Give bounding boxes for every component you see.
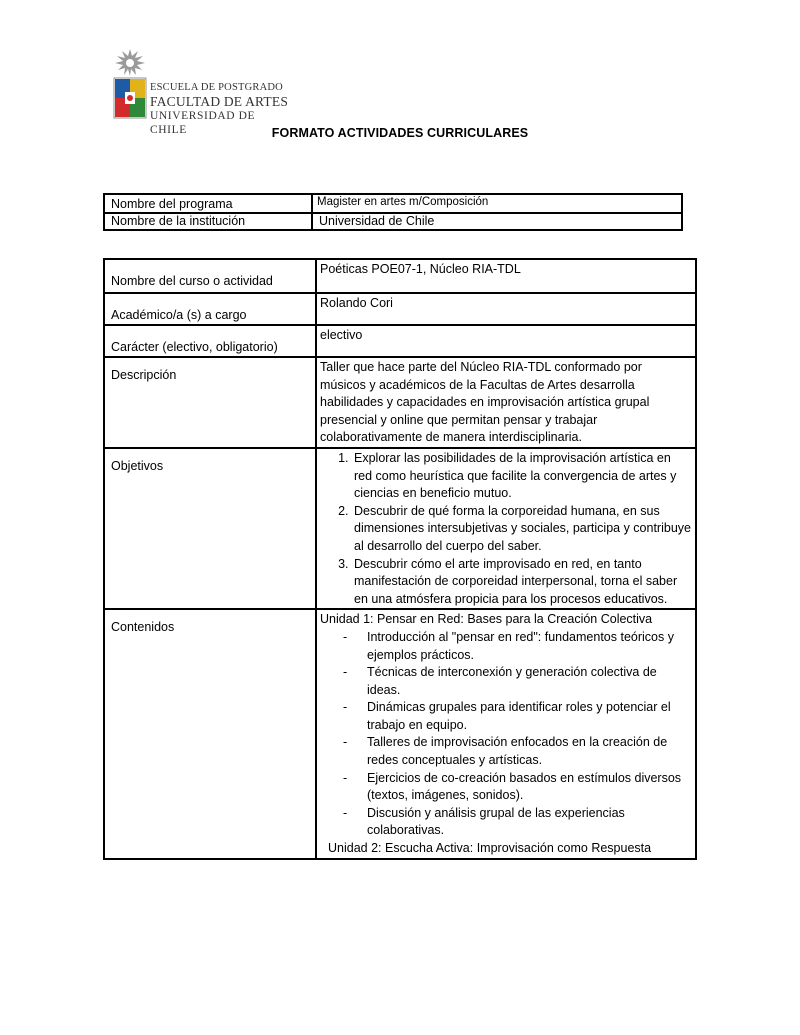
description-value: Taller que hace parte del Núcleo RIA-TDL conformado por músicos y académicos de la Facultas de Artes desarrolla habilidades y capacidades en improvisación artística grupal presencial y online que permitan pensar y trabajar colaborativamente de manera interdisciplinaria. [316, 357, 696, 448]
academic-value: Rolando Cori [316, 293, 696, 325]
table-row [104, 609, 696, 858]
objectives-cell [316, 448, 696, 609]
program-table [103, 193, 683, 231]
faculty-logo [110, 48, 295, 136]
table-row [104, 357, 696, 448]
description-label: Descripción [104, 357, 316, 448]
institution-value: Universidad de Chile [312, 213, 682, 230]
table-row [104, 259, 696, 293]
contents-cell [316, 609, 696, 858]
program-name-label: Nombre del programa [104, 194, 312, 213]
logo-line-university: UNIVERSIDAD DE CHILE [150, 110, 256, 136]
list-item: - Técnicas de interconexión y generación colectiva de ideas. [365, 664, 691, 699]
table-row [104, 194, 682, 213]
table-row [104, 448, 696, 609]
program-name-value: Magister en artes m/Composición [312, 194, 682, 213]
objectives-label: Objetivos [104, 448, 316, 609]
academic-label: Académico/a (s) a cargo [104, 293, 316, 325]
institution-label: Nombre de la institución [104, 213, 312, 230]
list-item: 2. Descubrir de qué forma la corporeidad humana, en sus dimensiones intersubjetivas y sociales, participa y contribuye al desarrollo del cuerpo del saber. [352, 503, 691, 556]
table-row [104, 325, 696, 357]
list-item: 1. Explorar las posibilidades de la improvisación artística en red como heurística que facilite la convergencia de artes y ciencias en beneficio mutuo. [352, 450, 691, 503]
logo-line-faculty: FACULTAD DE ARTES [150, 94, 289, 109]
unit1-title: Unidad 1: Pensar en Red: Bases para la Creación Colectiva [320, 612, 653, 627]
table-row [104, 213, 682, 230]
list-item: - Introducción al "pensar en red": fundamentos teóricos y ejemplos prácticos. [365, 629, 691, 664]
logo-line-school: ESCUELA DE POSTGRADO [150, 82, 283, 93]
course-name-label: Nombre del curso o actividad [104, 259, 316, 293]
list-item: - Ejercicios de co-creación basados en estímulos diversos (textos, imágenes, sonidos). [365, 770, 691, 805]
document-title: FORMATO ACTIVIDADES CURRICULARES [271, 126, 529, 140]
unit2-title: Unidad 2: Escucha Activa: Improvisación como Respuesta [328, 841, 652, 856]
contents-label: Contenidos [104, 609, 316, 858]
character-value: electivo [316, 325, 696, 357]
character-label: Carácter (electivo, obligatorio) [104, 325, 316, 357]
list-item: 3. Descubrir cómo el arte improvisado en red, en tanto manifestación de corporeidad interpersonal, torna el saber en una atmósfera propicia para los procesos educativos. [352, 556, 691, 609]
list-item: - Discusión y análisis grupal de las experiencias colaborativas. [365, 805, 691, 840]
table-row [104, 293, 696, 325]
list-item: - Talleres de improvisación enfocados en la creación de redes conceptuales y artísticas. [365, 734, 691, 769]
university-crest-icon [110, 48, 150, 120]
objectives-list [320, 450, 691, 608]
course-table [103, 258, 697, 860]
course-name-value: Poéticas POE07-1, Núcleo RIA-TDL [316, 259, 696, 293]
list-item: - Dinámicas grupales para identificar roles y potenciar el trabajo en equipo. [365, 699, 691, 734]
unit1-list [320, 629, 691, 840]
